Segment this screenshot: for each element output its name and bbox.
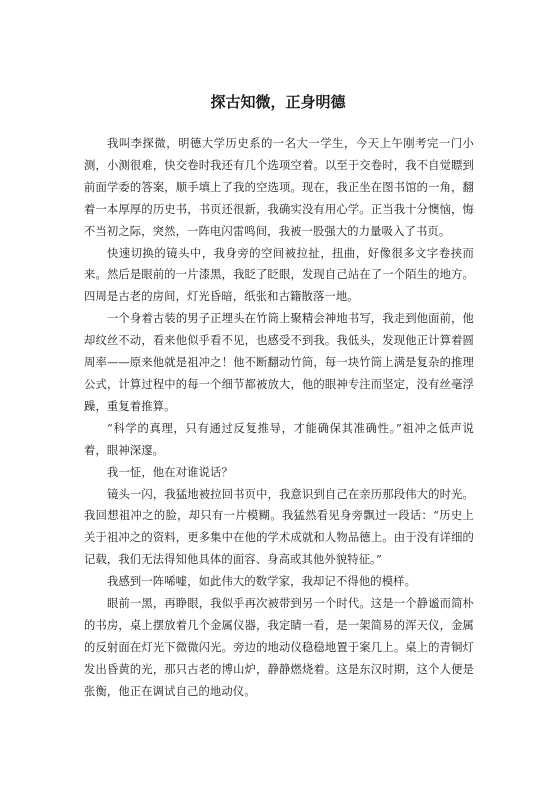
paragraph: 镜头一闪，我猛地被拉回书页中，我意识到自己在亲历那段伟大的时光。我回想祖冲之的脸，却只有一片模糊。我猛然看见身旁飘过一段话：“历史上关于祖冲之的资料，更多集中在他的学术成就和人物品德上。由于没有详细的记载，我们无法得知他具体的面容、身高或其他外貌特征。”	[84, 487, 474, 567]
paragraph: 我感到一阵唏嘘，如此伟大的数学家，我却记不得他的模样。	[107, 575, 417, 589]
document-body	[84, 133, 474, 703]
paragraph: 我一怔，他在对谁说话？	[107, 465, 233, 479]
paragraph: 一个身着古装的男子正埋头在竹筒上聚精会神地书写，我走到他面前，他却纹丝不动，看来他似乎看不见，也感受不到我。我低头，发现他正计算着圆周率——原来他就是祖冲之！他不断翻动竹筒，每一块竹筒上满是复杂的推理公式，计算过程中的每一个细节都被放大，他的眼神专注而坚定，没有丝毫浮躁，重复着推算。	[84, 312, 474, 413]
document-title: 探古知微，正身明德	[210, 93, 346, 111]
paragraph: 眼前一黑，再睁眼，我似乎再次被带到另一个时代。这是一个静谧而简朴的书房，桌上摆放着几个金属仪器，我定睛一看，是一架简易的浑天仪，金属的反射面在灯光下微微闪光。旁边的地动仪稳稳地置于案几上。桌上的青铜灯发出昏黄的光，那只古老的博山炉，静静燃烧着。这是东汉时期，这个人便是张衡，他正在调试自己的地动仪。	[84, 597, 474, 698]
paragraph: “科学的真理，只有通过反复推导，才能确保其准确性。”祖冲之低声说着，眼神深邃。	[84, 421, 474, 457]
paragraph: 我叫李探微，明德大学历史系的一名大一学生，今天上午刚考完一门小测，小测很难，快交卷时我还有几个选项空着。以至于交卷时，我不自觉瞟到前面学委的答案，顺手填上了我的空选项。现在，我正坐在图书馆的一角，翻着一本厚厚的历史书，书页还很新，我确实没有用心学。正当我十分懊恼，悔不当初之际，突然，一阵电闪雷鸣间，我被一股强大的力量吸入了书页。	[84, 137, 474, 238]
paragraph: 快速切换的镜头中，我身旁的空间被拉扯，扭曲，好像很多文字卷挟而来。然后是眼前的一片漆黑，我眨了眨眼，发现自己站在了一个陌生的地方。四周是古老的房间，灯光昏暗，纸张和古籍散落一地。	[84, 246, 474, 304]
